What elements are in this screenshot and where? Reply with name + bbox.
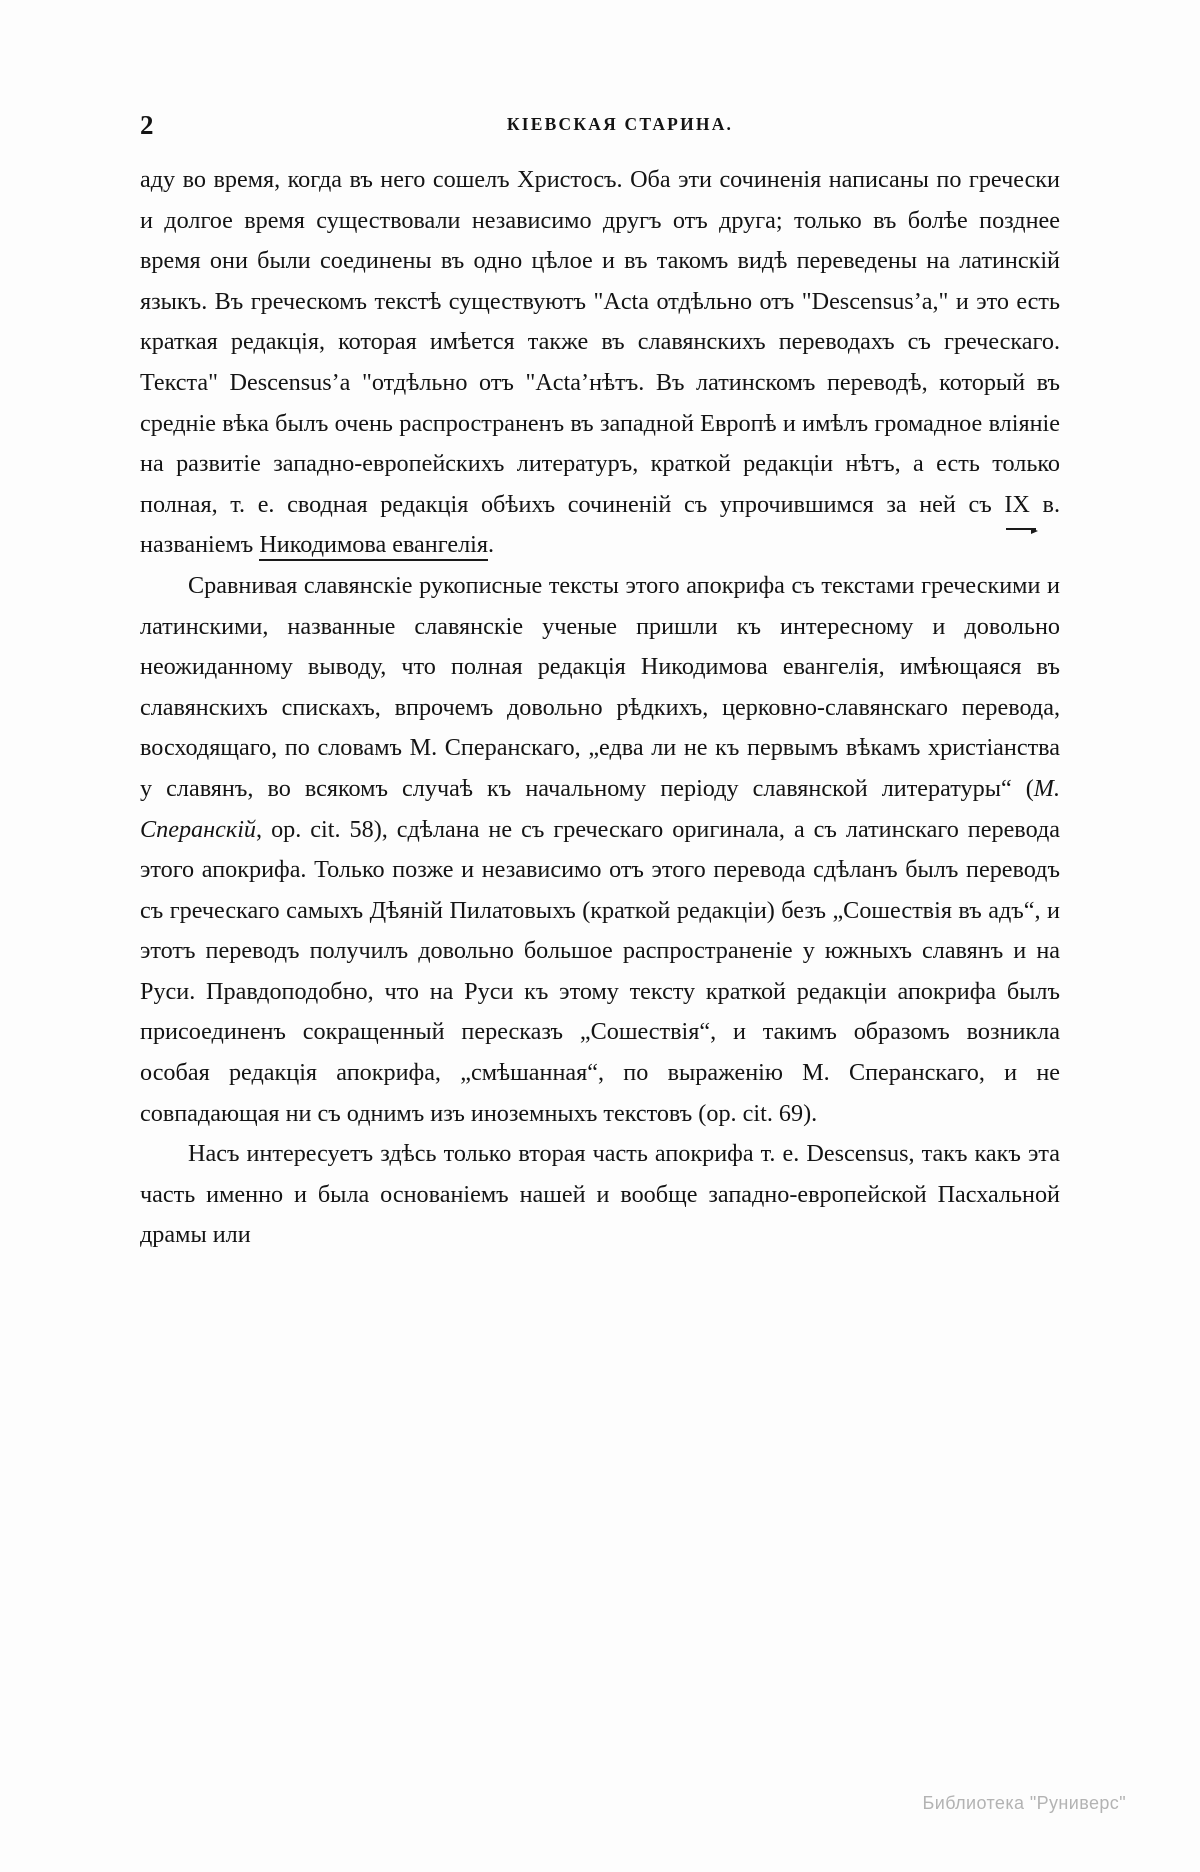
page-header (140, 100, 1060, 146)
body-text (140, 160, 1060, 1256)
paragraph-2: Сравнивая славянскіе рукописные тексты этого апокрифа съ текстами греческими и латинскими, названные славянскіе ученые пришли къ интересному и довольно неожиданному выводу, что полная редакція Никодимова евангелія, имѣющаяся въ славянскихъ спискахъ, впрочемъ довольно рѣдкихъ, церковно-славянскаго перевода, восходящаго, по словамъ М. Сперанскаго, „едва ли не къ первымъ вѣкамъ христіанства у славянъ, во всякомъ случаѣ къ начальному періоду славянской литературы“ (М. Сперанскій, op. cit. 58), сдѣлана не съ греческаго оригинала, а съ латинскаго перевода этого апокрифа. Только позже и независимо отъ этого перевода сдѣланъ былъ переводъ съ греческаго самыхъ Дѣяній Пилатовыхъ (краткой редакціи) безъ „Сошествія въ адъ“, и этотъ переводъ получилъ довольно большое распространеніе у южныхъ славянъ и на Руси. Правдоподобно, что на Руси къ этому тексту краткой редакціи апокрифа былъ присоединенъ сокращенный пересказъ „Сошествія“, и такимъ образомъ возникла особая редакція апокрифа, „смѣшанная“, по выраженію М. Сперанскаго, и не совпадающая ни съ однимъ изъ иноземныхъ текстовъ (op. cit. 69). (140, 571, 1061, 1127)
page-content (140, 100, 1060, 1256)
paragraph-3: Насъ интересуетъ здѣсь только вторая часть апокрифа т. е. Descensus, такъ какъ эта часть именно и была основаніемъ нашей и вообще западно-европейской Пасхальной драмы или (140, 1140, 1060, 1249)
paragraph-1: аду во время, когда въ него сошелъ Христосъ. Оба эти сочиненія написаны по гречески и долгое время существовали независимо другъ отъ друга; только въ болѣе позднее время они были соединены въ одно цѣлое и въ такомъ видѣ переведены на латинскій языкъ. Въ греческомъ текстѣ существуютъ "Acta отдѣльно отъ "Descensus’a," и это есть краткая редакція, которая имѣется также въ славянскихъ переводахъ съ греческаго. Текста" Descensus’a "отдѣльно отъ "Acta’нѣтъ. Въ латинскомъ переводѣ, который въ средніе вѣка былъ очень распространенъ въ западной Европѣ и имѣлъ громадное вліяніе на развитіе западно-европейскихъ литературъ, краткой редакціи нѣтъ, а есть только полная, т. е. сводная редакція обѣихъ сочиненій съ упрочившимся за ней съ IX в. названіемъ Никодимова евангелія. (140, 160, 1060, 566)
page-number: 2 (140, 110, 154, 140)
library-watermark: Библиотека "Руниверс" (922, 1793, 1126, 1813)
running-head: КІЕВСКАЯ СТАРИНА. (506, 114, 734, 134)
